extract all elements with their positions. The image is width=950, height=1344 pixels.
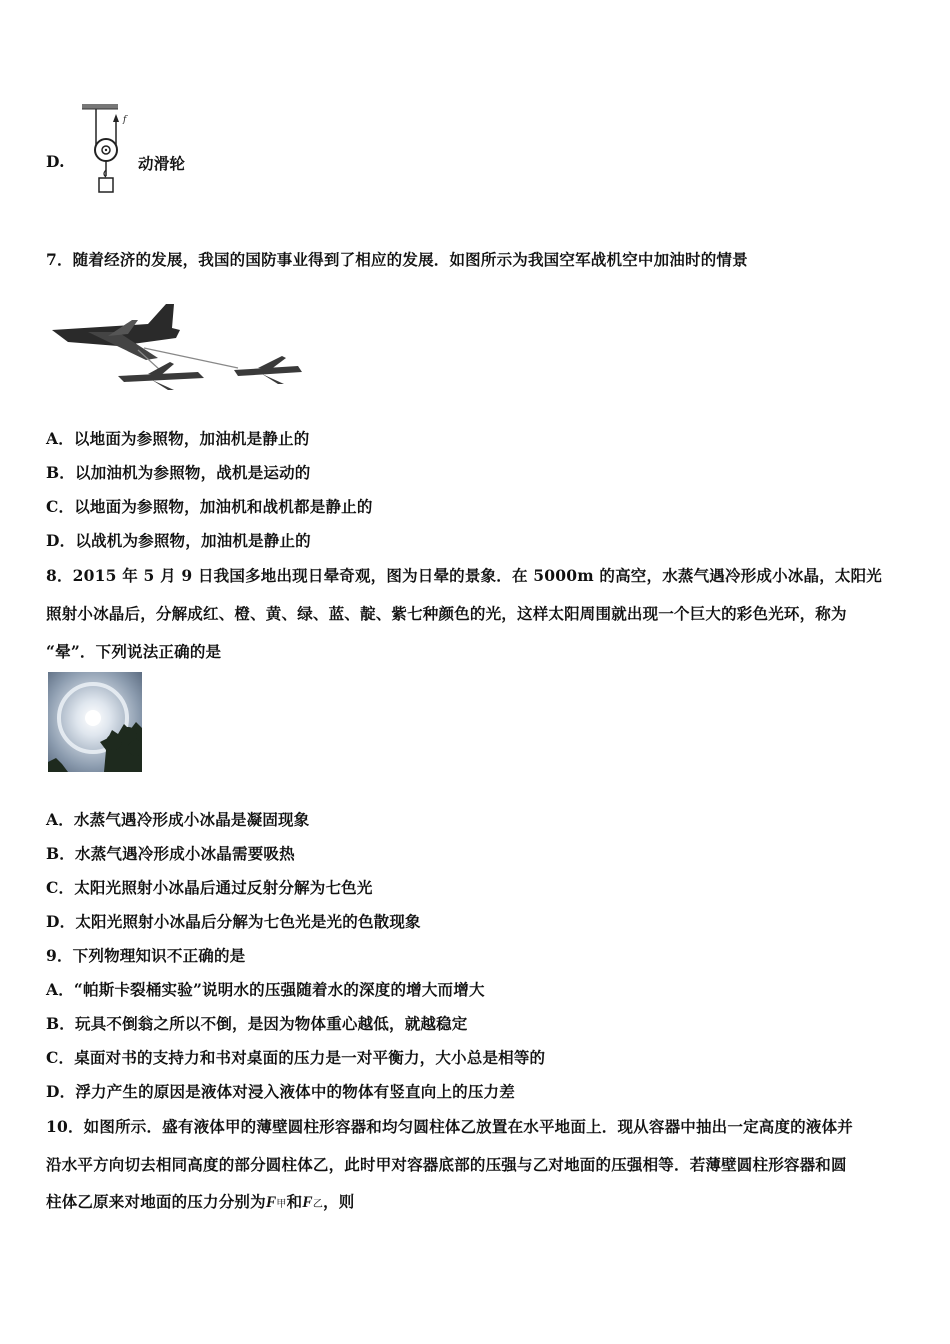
pulley-center xyxy=(105,149,107,151)
q9-option-b: B．玩具不倒翁之所以不倒，是因为物体重心越低，就越稳定 xyxy=(46,1014,468,1033)
q8-option-b: B．水蒸气遇冷形成小冰晶需要吸热 xyxy=(46,844,295,863)
q8-option-c: C．太阳光照射小冰晶后通过反射分解为七色光 xyxy=(46,878,373,897)
q9-stem: 9．下列物理知识不正确的是 xyxy=(46,946,246,965)
force-symbol-jia: F xyxy=(265,1194,277,1211)
weight-block xyxy=(99,178,113,192)
q10-stem-line-2: 沿水平方向切去相同高度的部分圆柱体乙，此时甲对容器底部的压强与乙对地面的压强相等．若薄壁圆柱形容器和圆 xyxy=(46,1155,847,1174)
q6-option-d-letter: D. xyxy=(46,152,65,171)
q8-option-a: A．水蒸气遇冷形成小冰晶是凝固现象 xyxy=(46,810,310,829)
subscript-jia: 甲 xyxy=(276,1199,287,1210)
q7-option-d: D．以战机为参照物，加油机是静止的 xyxy=(46,531,311,550)
force-label: f xyxy=(123,115,127,125)
q6-option-d-text: 动滑轮 xyxy=(138,154,186,173)
q8-stem-line-2: 照射小冰晶后，分解成红、橙、黄、绿、蓝、靛、紫七种颜色的光，这样太阳周围就出现一个巨大的彩色光环，称为 xyxy=(46,604,847,623)
sun-halo-photo xyxy=(48,672,142,772)
q10-line3-suffix: ，则 xyxy=(323,1192,355,1211)
q8-stem-line-3: “晕”．下列说法正确的是 xyxy=(46,642,222,661)
subscript-yi: 乙 xyxy=(312,1199,324,1210)
q8-stem-line-1: 8．2015 年 5 月 9 日我国多地出现日晕奇观，图为日晕的景象．在 5000m 的高空，水蒸气遇冷形成小冰晶，太阳光 xyxy=(46,566,883,585)
q10-line3-prefix: 柱体乙原来对地面的压力分别为 xyxy=(46,1192,266,1211)
q7-option-b: B．以加油机为参照物，战机是运动的 xyxy=(46,463,311,482)
force-arrow xyxy=(113,114,119,122)
movable-pulley-figure xyxy=(76,100,136,200)
sun xyxy=(85,710,101,726)
q9-option-d: D．浮力产生的原因是液体对浸入液体中的物体有竖直向上的压力差 xyxy=(46,1082,515,1101)
q10-stem-line-3 xyxy=(46,1190,354,1212)
q7-option-c: C．以地面为参照物，加油机和战机都是静止的 xyxy=(46,497,373,516)
aerial-refueling-photo xyxy=(48,296,304,392)
q7-stem: 7．随着经济的发展，我国的国防事业得到了相应的发展．如图所示为我国空军战机空中加油时的情景 xyxy=(46,250,748,269)
ceiling-hatch xyxy=(82,104,118,109)
q9-option-c: C．桌面对书的支持力和书对桌面的压力是一对平衡力，大小总是相等的 xyxy=(46,1048,546,1067)
q10-stem-line-1: 10．如图所示．盛有液体甲的薄壁圆柱形容器和均匀圆柱体乙放置在水平地面上．现从容器中抽出一定高度的液体并 xyxy=(46,1117,853,1136)
q10-conj: 和 xyxy=(286,1192,303,1211)
q9-option-a: A．“帕斯卡裂桶实验”说明水的压强随着水的深度的增大而增大 xyxy=(46,980,485,999)
q8-option-d: D．太阳光照射小冰晶后分解为七色光是光的色散现象 xyxy=(46,912,421,931)
force-symbol-yi: F xyxy=(302,1194,313,1211)
q7-option-a: A．以地面为参照物，加油机是静止的 xyxy=(46,429,310,448)
